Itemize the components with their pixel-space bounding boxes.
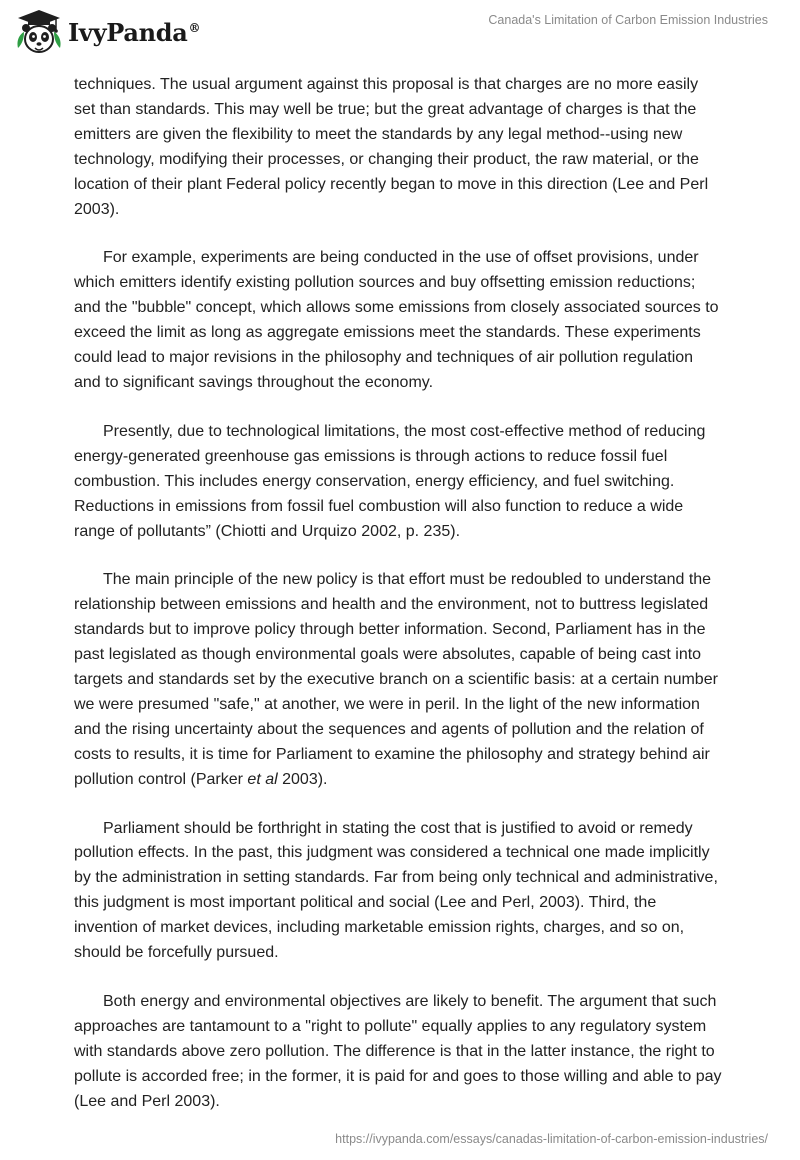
essay-body bbox=[74, 73, 722, 1139]
document-title: Canada's Limitation of Carbon Emission Industries bbox=[488, 13, 768, 27]
paragraph-5: Parliament should be forthright in stating the cost that is justified to avoid or remedy pollution effects. In the past, this judgment was considered a technical one made implicitly by the administration in setting standards. Far from being only technical and administrative, this judgment is most important political and social (Lee and Perl, 2003). Third, the invention of market devices, including marketable emission rights, charges, and so on, should be forcefully pursued. bbox=[74, 819, 718, 962]
paragraph-2: For example, experiments are being conducted in the use of offset provisions, under which emitters identify existing pollution sources and buy offsetting emission reductions; and the "bubble" concept, which allows some emissions from closely associated sources to exceed the limit as long as aggregate emissions meet the standards. These experiments could lead to major revisions in the philosophy and techniques of air pollution regulation and to significant savings throughout the economy. bbox=[74, 249, 719, 391]
paragraph-1: techniques. The usual argument against this proposal is that charges are no more easily set than standards. This may well be true; but the great advantage of charges is that the emitters are given the flexibility to meet the standards by any legal method--using new technology, modifying their processes, or changing their product, the raw material, or the location of their plant Federal policy recently began to move in this direction (Lee and Perl 2003). bbox=[74, 76, 709, 218]
ivypanda-logo[interactable] bbox=[14, 8, 200, 56]
paragraph-4 bbox=[74, 568, 722, 792]
paragraph-4-text: The main principle of the new policy is that effort must be redoubled to understand the relationship between emissions and health and the environment, not to buttress legislated standards but to improve policy through better information. Second, Parliament has in the past legislated as though environmental goals were absolutes, capable of being cast into targets and standards set by the executive branch on a scientific basis: at a certain number we were presumed "safe," at another, we were in peril. In the light of the new information and the rising uncertainty about the sequences and agents of pollution and the relation of costs to results, it is time for Parliament to examine the philosophy and strategy behind air pollution control (Parker bbox=[74, 571, 718, 788]
paragraph-3: Presently, due to technological limitations, the most cost-effective method of reducing energy-generated greenhouse gas emissions is through actions to reduce fossil fuel combustion. This includes energy conservation, energy efficiency, and fuel switching. Reductions in emissions from fossil fuel combustion will also function to reduce a wide range of pollutants” (Chiotti and Urquizo 2002, p. 235). bbox=[74, 422, 706, 540]
paragraph-6: Both energy and environmental objectives are likely to benefit. The argument that such approaches are tantamount to a "right to pollute" equally applies to any regulatory system with standards above zero pollution. The difference is that in the latter instance, the right to pollute is accorded free; in the former, it is paid for and goes to those willing and able to pay (Lee and Perl 2003). bbox=[74, 993, 722, 1110]
brand-name: IvyPanda® bbox=[68, 17, 201, 47]
source-url[interactable]: https://ivypanda.com/essays/canadas-limitation-of-carbon-emission-industries/ bbox=[335, 1132, 768, 1146]
paragraph-4-end: 2003). bbox=[277, 770, 328, 788]
page-header bbox=[0, 0, 800, 64]
citation-et-al: et al bbox=[247, 770, 278, 788]
panda-graduate-icon bbox=[14, 8, 64, 56]
